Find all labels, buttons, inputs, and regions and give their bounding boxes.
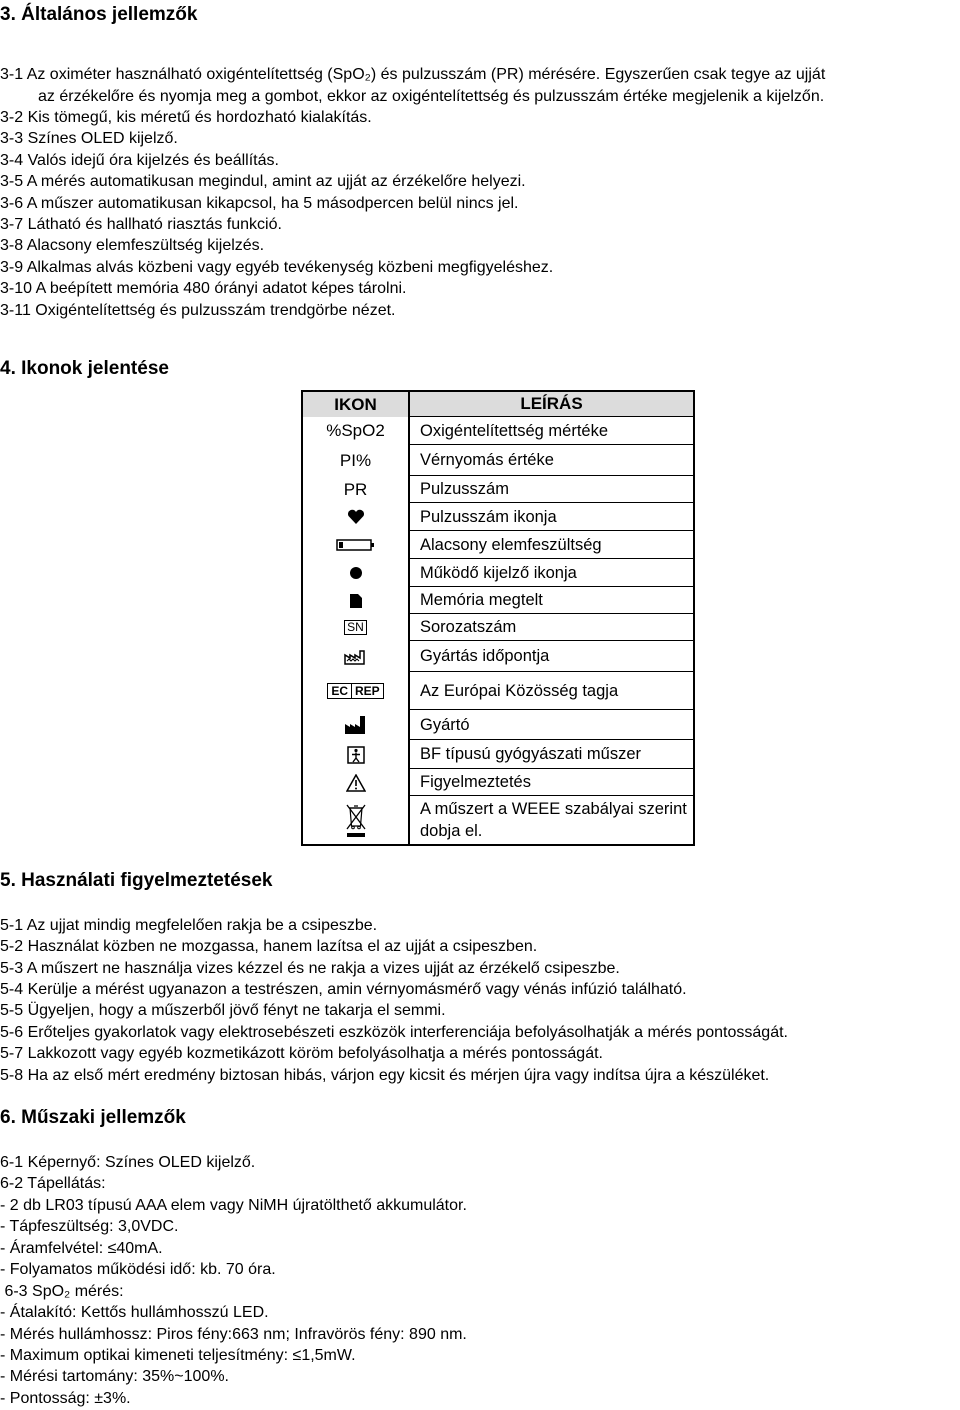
list-item: - Mérés hullámhossz: Piros fény:663 nm; Infravörös fény: 890 nm. bbox=[0, 1326, 467, 1343]
section-3-title: 3. Általános jellemzők bbox=[0, 4, 198, 25]
list-item: - Maximum optikai kimeneti teljesítmény: ≤1,5mW. bbox=[0, 1347, 356, 1364]
table-row bbox=[303, 796, 693, 844]
table-row bbox=[303, 710, 693, 740]
list-item: 3-7 Látható és hallható riasztás funkció. bbox=[0, 216, 282, 233]
heart-icon bbox=[303, 503, 408, 531]
list-item: 3-8 Alacsony elemfeszültség kijelzés. bbox=[0, 237, 265, 254]
desc-cell: Vérnyomás értéke bbox=[410, 445, 693, 476]
warning-icon bbox=[303, 769, 408, 796]
desc-cell: Pulzusszám ikonja bbox=[410, 503, 693, 531]
table-row bbox=[303, 476, 693, 503]
table-row bbox=[303, 503, 693, 531]
list-item: 6-1 Képernyő: Színes OLED kijelző. bbox=[0, 1154, 256, 1171]
list-item: - Folyamatos működési idő: kb. 70 óra. bbox=[0, 1261, 276, 1278]
table-row bbox=[303, 587, 693, 614]
list-item: 3-4 Valós idejű óra kijelzés és beállítás. bbox=[0, 152, 279, 169]
list-item: 3-9 Alkalmas alvás közbeni vagy egyéb tevékenység közbeni megfigyeléshez. bbox=[0, 259, 554, 276]
list-item: - Tápfeszültség: 3,0VDC. bbox=[0, 1218, 179, 1235]
list-item: 3-6 A műszer automatikusan kikapcsol, ha 5 másodpercen belül nincs jel. bbox=[0, 195, 519, 212]
table-row bbox=[303, 641, 693, 672]
bf-type-icon bbox=[303, 740, 408, 769]
list-item: 5-2 Használat közben ne mozgassa, hanem lazítsa el az ujját a csipeszben. bbox=[0, 938, 538, 955]
list-item: - Átalakító: Kettős hullámhosszú LED. bbox=[0, 1304, 269, 1321]
list-item: 6-3 SpO₂ mérés: bbox=[0, 1283, 124, 1300]
desc-cell: Az Európai Közösség tagja bbox=[410, 672, 693, 710]
section-5-title: 5. Használati figyelmeztetések bbox=[0, 870, 273, 891]
list-item: - Áramfelvétel: ≤40mA. bbox=[0, 1240, 163, 1257]
desc-cell: Oxigéntelítettség mértéke bbox=[410, 417, 693, 445]
table-row bbox=[303, 769, 693, 796]
icon-cell: PR bbox=[343, 479, 368, 499]
desc-cell: A műszert a WEEE szabályai szerint dobja el. bbox=[420, 800, 687, 840]
desc-cell: Működő kijelző ikonja bbox=[410, 559, 693, 587]
list-item: - 2 db LR03 típusú AAA elem vagy NiMH újratölthető akkumulátor. bbox=[0, 1197, 467, 1214]
list-item: 3-1 Az oximéter használható oxigéntelítettség (SpO₂) és pulzusszám (PR) mérésére. Egyszerűen csak tegye az ujját bbox=[0, 66, 826, 83]
desc-cell: Pulzusszám bbox=[410, 476, 693, 503]
table-header bbox=[303, 390, 693, 417]
desc-cell: Alacsony elemfeszültség bbox=[410, 531, 693, 559]
header-icon: IKON bbox=[303, 390, 408, 417]
icon-table bbox=[301, 390, 695, 846]
memory-card-icon bbox=[303, 587, 408, 614]
section-6-title: 6. Műszaki jellemzők bbox=[0, 1107, 186, 1128]
list-item: 5-3 A műszert ne használja vizes kézzel és ne rakja a vizes ujját az érzékelő csipeszbe. bbox=[0, 960, 620, 977]
list-item: 3-11 Oxigéntelítettség és pulzusszám trendgörbe nézet. bbox=[0, 302, 396, 319]
table-row bbox=[303, 559, 693, 587]
table-row bbox=[303, 740, 693, 769]
icon-cell: PI% bbox=[339, 450, 372, 470]
sn-label: SN bbox=[344, 620, 367, 635]
icon-cell: %SpO2 bbox=[326, 421, 385, 440]
list-item: 5-7 Lakkozott vagy egyéb kozmetikázott köröm befolyásolhatja a mérés pontosságát. bbox=[0, 1045, 603, 1062]
list-item: 3-10 A beépített memória 480 órányi adatot képes tárolni. bbox=[0, 280, 407, 297]
table-row bbox=[303, 531, 693, 559]
rep-label: REP bbox=[354, 684, 380, 698]
list-item: 5-8 Ha az első mért eredmény biztosan hibás, várjon egy kicsit és mérjen újra vagy indítsa újra a készüléket. bbox=[0, 1067, 770, 1084]
table-row bbox=[303, 445, 693, 476]
list-item: 3-2 Kis tömegű, kis méretű és hordozható kialakítás. bbox=[0, 109, 372, 126]
list-item: 3-3 Színes OLED kijelző. bbox=[0, 130, 178, 147]
manufacturer-icon bbox=[303, 710, 408, 740]
list-item: az érzékelőre és nyomja meg a gombot, ekkor az oxigéntelítettség és pulzusszám értéke megjelenik a kijelzőn. bbox=[38, 88, 825, 105]
table-row bbox=[303, 417, 693, 445]
list-item: 5-6 Erőteljes gyakorlatok vagy elektrosebészeti eszközök interferenciája befolyásolhatják a mérés pontosságát. bbox=[0, 1024, 788, 1041]
desc-cell: Figyelmeztetés bbox=[410, 769, 693, 796]
list-item: - Pontosság: ±3%. bbox=[0, 1390, 131, 1407]
desc-cell: Sorozatszám bbox=[410, 614, 693, 641]
weee-icon bbox=[303, 796, 408, 844]
list-item: - Mérési tartomány: 35%~100%. bbox=[0, 1368, 229, 1385]
table-row bbox=[303, 672, 693, 710]
serial-number-icon bbox=[303, 614, 408, 641]
header-desc: LEÍRÁS bbox=[410, 390, 693, 417]
ec-label: EC bbox=[328, 684, 352, 698]
desc-cell: Gyártás időpontja bbox=[410, 641, 693, 672]
list-item: 5-4 Kerülje a mérést ugyanazon a testrészen, amin vérnyomásmérő vagy vénás infúzió található. bbox=[0, 981, 687, 998]
list-item: 5-5 Ügyeljen, hogy a műszerből jövő fényt ne takarja el semmi. bbox=[0, 1002, 446, 1019]
list-item: 3-5 A mérés automatikusan megindul, amint az ujját az érzékelőre helyezi. bbox=[0, 173, 526, 190]
desc-cell: Memória megtelt bbox=[410, 587, 693, 614]
display-dot-icon bbox=[303, 559, 408, 587]
desc-cell: Gyártó bbox=[410, 710, 693, 740]
list-item: 6-2 Tápellátás: bbox=[0, 1175, 106, 1192]
manufacture-date-icon bbox=[303, 641, 408, 672]
desc-cell: BF típusú gyógyászati műszer bbox=[410, 740, 693, 769]
ec-rep-icon bbox=[303, 672, 408, 710]
section-4-title: 4. Ikonok jelentése bbox=[0, 358, 169, 379]
table-row bbox=[303, 614, 693, 641]
low-battery-icon bbox=[303, 531, 408, 559]
list-item: 5-1 Az ujjat mindig megfelelően rakja be a csipeszbe. bbox=[0, 917, 378, 934]
